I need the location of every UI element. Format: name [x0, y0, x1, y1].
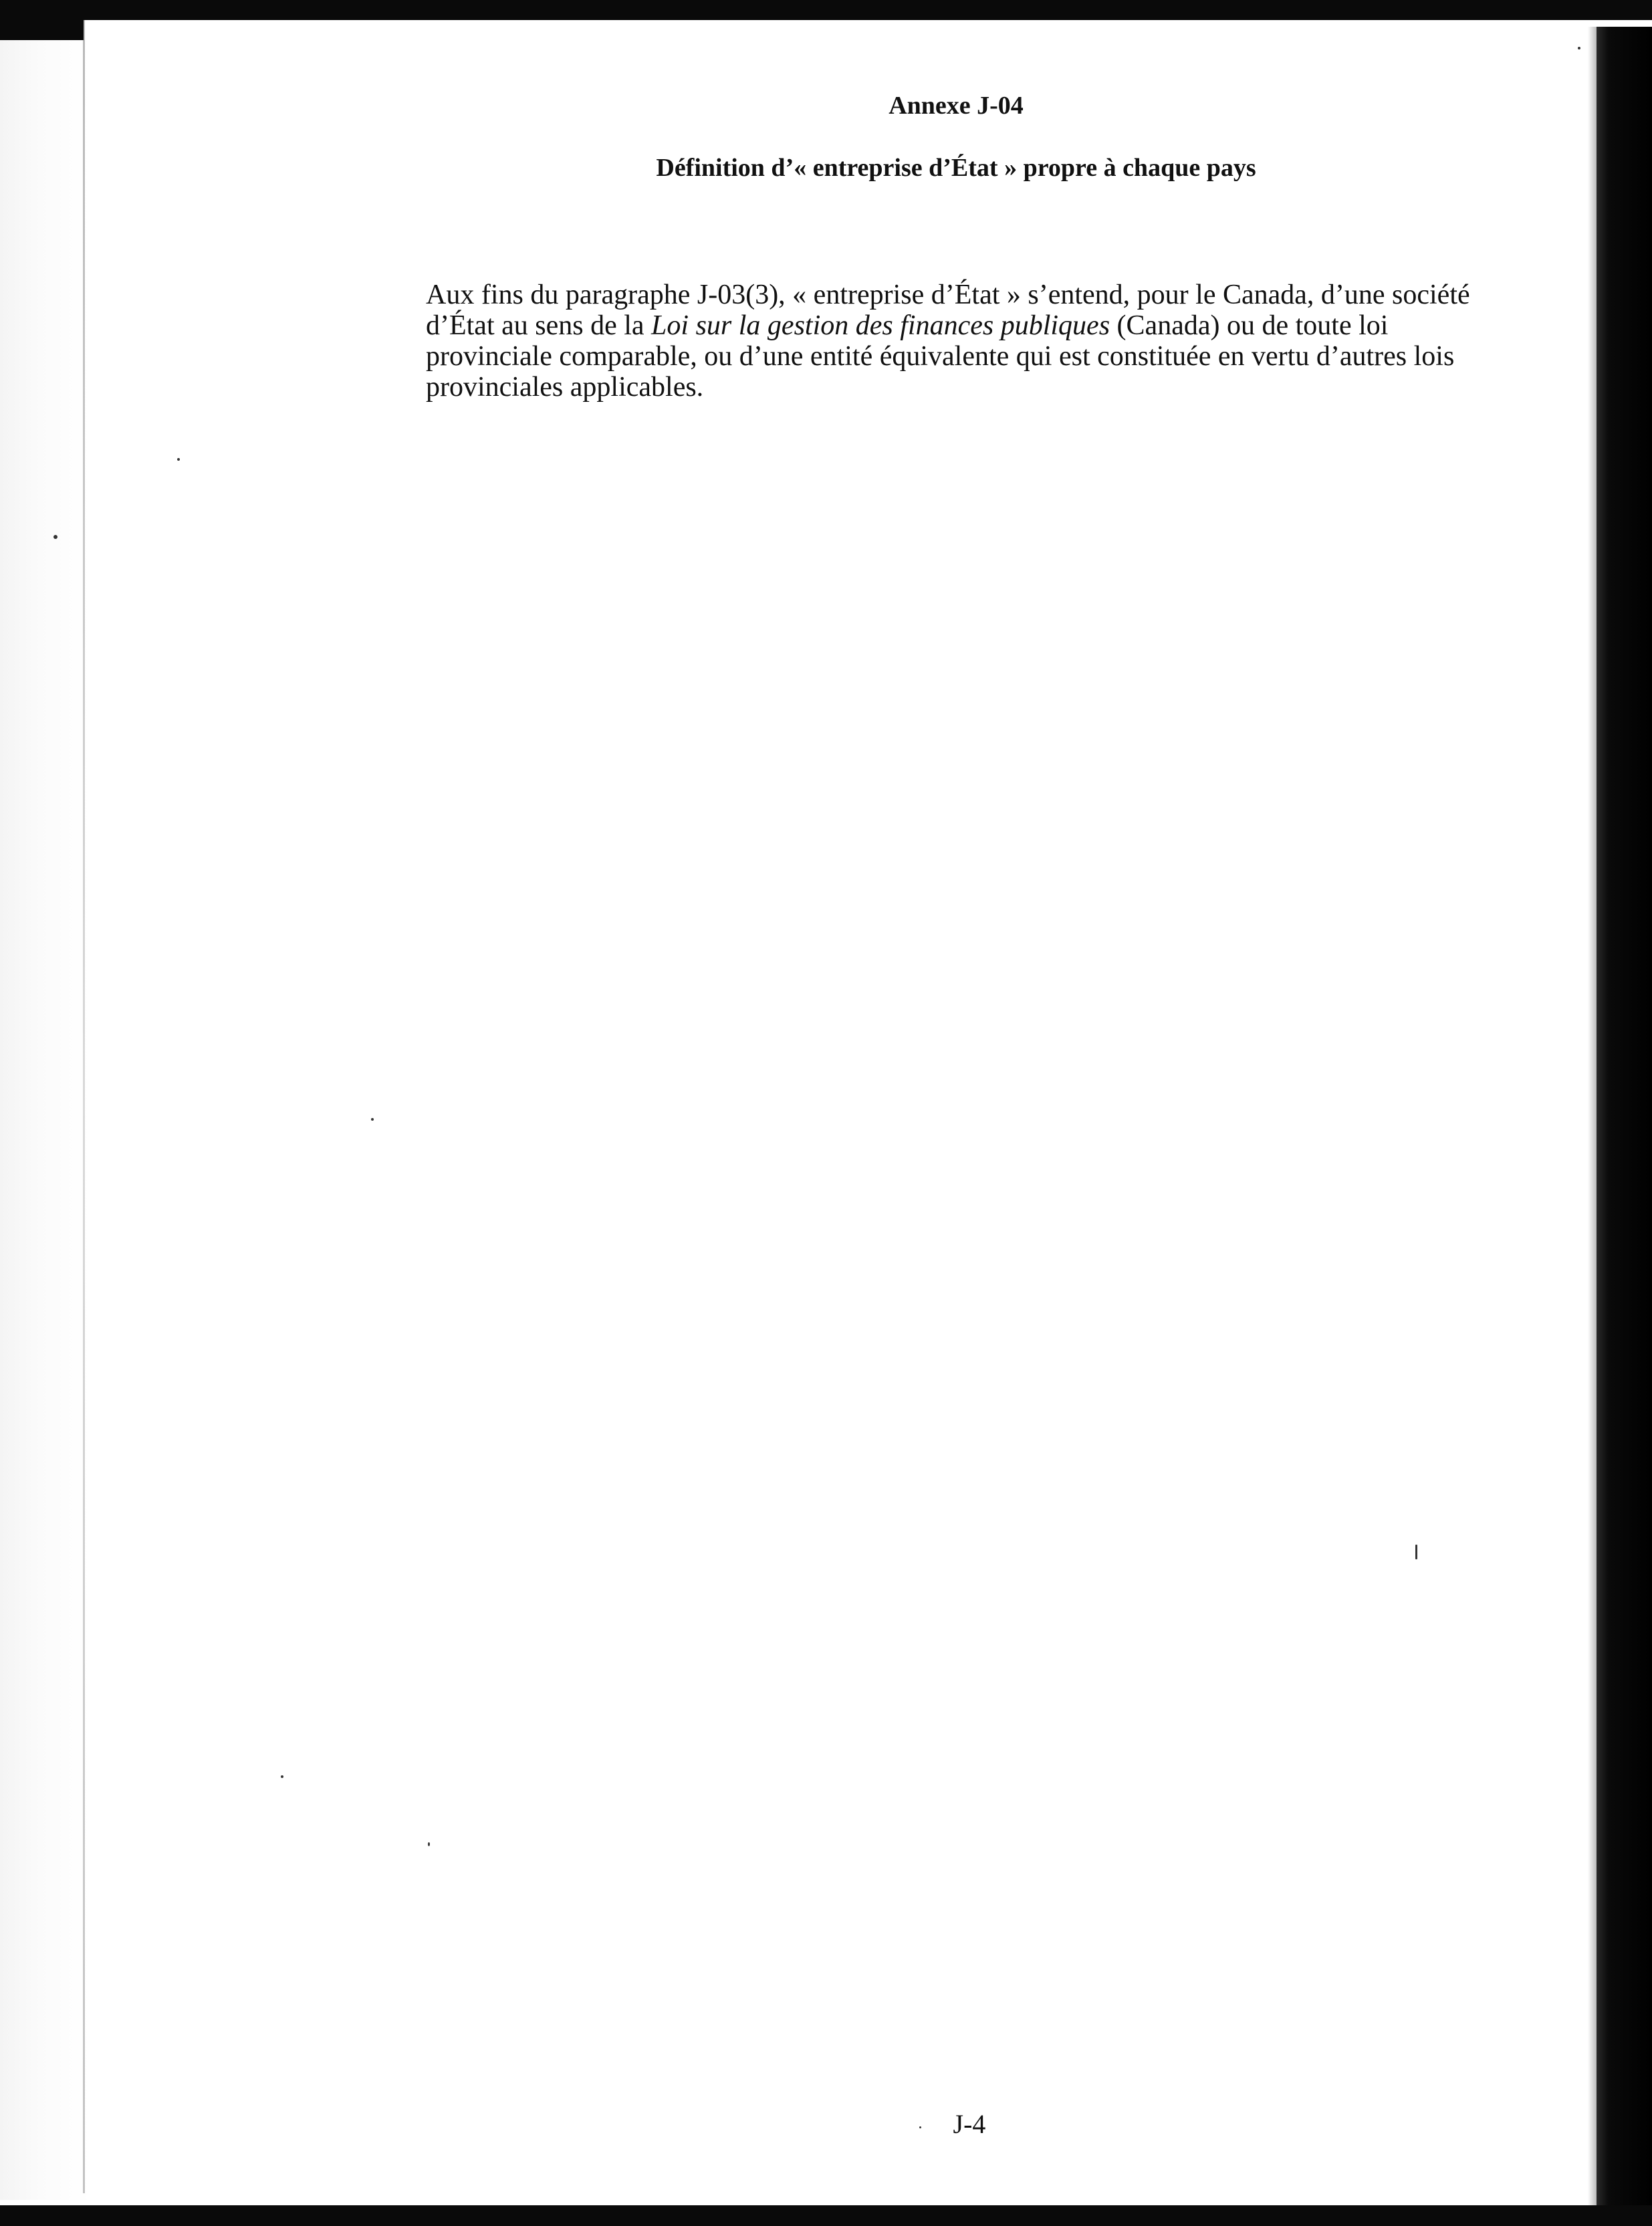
page-number: J-4: [953, 2109, 986, 2139]
definition-paragraph: [426, 280, 1479, 403]
scan-speck: [281, 1775, 283, 1778]
scan-speck: [1578, 47, 1580, 49]
paragraph-text-part1: Aux fins du paragraphe J-03(3), « entreprise d’État » s’entend, pour le Canada, d’une société d’État au sens de la: [426, 280, 1470, 341]
scan-bottom-border: [0, 2205, 1652, 2226]
scan-speck: [919, 2126, 921, 2128]
scan-left-fold-shadow: [0, 40, 90, 2200]
scan-top-corner: [0, 0, 84, 40]
scan-speck: [428, 1842, 430, 1846]
scan-speck: [177, 458, 180, 461]
act-title-italic: Loi sur la gestion des finances publiques: [651, 310, 1110, 341]
scan-right-border: [1597, 27, 1652, 2210]
scan-speck: [371, 1118, 374, 1121]
scan-right-page-edge: [1588, 27, 1597, 2210]
annex-subtitle: Définition d’« entreprise d’État » propre à chaque pays: [656, 154, 1256, 182]
paragraph-text-part2: (Canada) ou de toute loi provinciale comparable, ou d’une entité équivalente qui est constituée en vertu d’autres lois provinciales applicables.: [426, 310, 1455, 403]
scan-top-border: [0, 0, 1652, 20]
annex-title: Annexe J-04: [889, 92, 1024, 120]
scan-speck: [1415, 1545, 1417, 1559]
scan-binding-line: [83, 20, 85, 2193]
scan-speck: [53, 535, 57, 539]
